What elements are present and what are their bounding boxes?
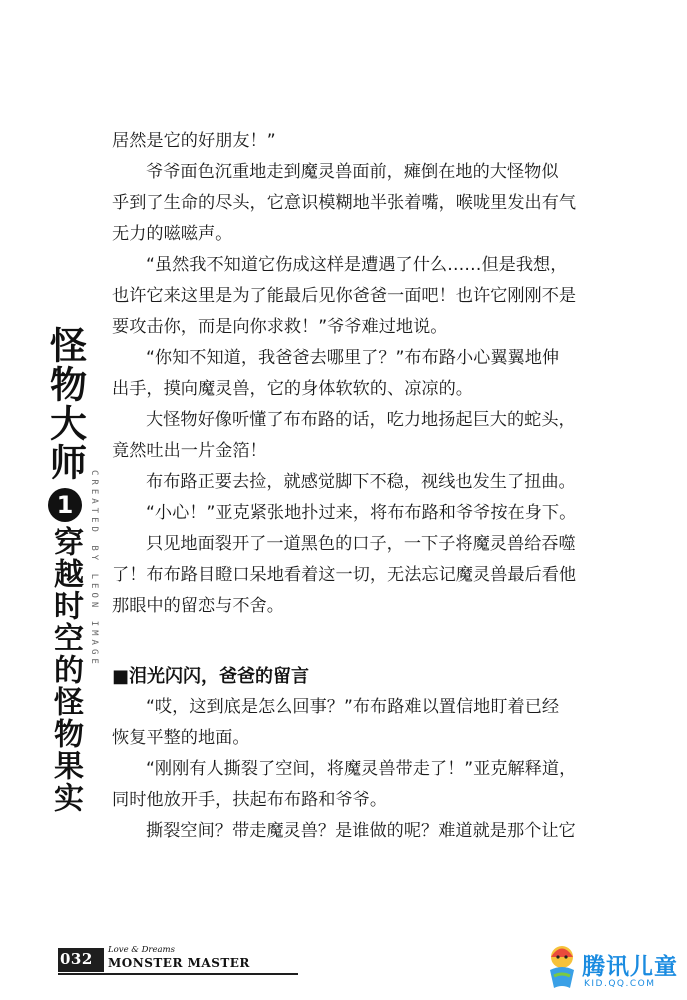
- paragraph-line: “刚刚有人撕裂了空间，将魔灵兽带走了！”亚克解释道，: [146, 759, 577, 779]
- body-text: [112, 126, 612, 847]
- paragraph-line: “哎，这到底是怎么回事？”布布路难以置信地盯着已经: [146, 697, 560, 717]
- paragraph-line: 要攻击你，而是向你求救！”爷爷难过地说。: [112, 317, 448, 337]
- paragraph-line: 居然是它的好朋友！”: [112, 131, 276, 151]
- credit-line: CREATED BY LEON IMAGE: [89, 470, 99, 668]
- volume-subtitle: 穿越时空的怪物果实: [48, 526, 83, 814]
- paragraph-line: 乎到了生命的尽头，它意识模糊地半张着嘴，喉咙里发出有气: [112, 193, 577, 213]
- paragraph-line: 无力的嗞嗞声。: [112, 224, 233, 244]
- paragraph-line: 爷爷面色沉重地走到魔灵兽面前，瘫倒在地的大怪物似: [146, 162, 559, 182]
- paragraph-line: 只见地面裂开了一道黑色的口子，一下子将魔灵兽给吞噬: [146, 534, 576, 554]
- side-title: [42, 326, 88, 814]
- watermark-text: 腾讯儿童: [582, 954, 678, 980]
- watermark-url: KID.QQ.COM: [584, 979, 656, 989]
- section-heading: ■泪光闪闪，爸爸的留言: [112, 666, 310, 687]
- watermark: [544, 942, 684, 996]
- paragraph-line: “虽然我不知道它伤成这样是遭遇了什么……但是我想，: [146, 255, 568, 275]
- paragraph-line: 那眼中的留恋与不舍。: [112, 596, 284, 616]
- paragraph-line: 同时他放开手，扶起布布路和爷爷。: [112, 790, 388, 810]
- paragraph-line: 布布路正要去捡，就感觉脚下不稳，视线也发生了扭曲。: [146, 472, 576, 492]
- paragraph-line: 大怪物好像听懂了布布路的话，吃力地扬起巨大的蛇头，: [146, 410, 576, 430]
- series-title: 怪物大师: [43, 326, 87, 482]
- paragraph-line: 撕裂空间？带走魔灵兽？是谁做的呢？难道就是那个让它: [146, 821, 576, 841]
- paragraph-line: 竟然吐出一片金箔！: [112, 441, 267, 461]
- brand-name: MONSTER MASTER: [108, 956, 250, 970]
- footer-rule: [58, 973, 298, 975]
- page-number: 032: [60, 950, 93, 968]
- paragraph-line: “小心！”亚克紧张地扑过来，将布布路和爷爷按在身下。: [146, 503, 577, 523]
- kid-qq-logo-icon: [544, 944, 580, 990]
- volume-badge: 1: [48, 488, 82, 522]
- paragraph-line: 恢复平整的地面。: [112, 728, 250, 748]
- paragraph-line: 了！布布路目瞪口呆地看着这一切，无法忘记魔灵兽最后看他: [112, 565, 577, 585]
- paragraph-line: 出手，摸向魔灵兽，它的身体软软的、凉凉的。: [112, 379, 473, 399]
- paragraph-line: “你知不知道，我爸爸去哪里了？”布布路小心翼翼地伸: [146, 348, 560, 368]
- paragraph-line: 也许它来这里是为了能最后见你爸爸一面吧！也许它刚刚不是: [112, 286, 577, 306]
- brand-tagline: Love & Dreams: [108, 945, 175, 955]
